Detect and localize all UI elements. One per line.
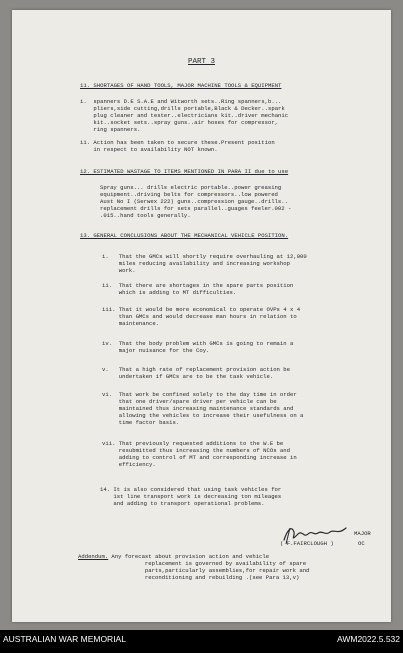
section-11-item-i: i. spanners D.E S.A.E and Witworth sets..Ring spanners,b... pliers,side cutting,drills portable,Black & Decker..spark plug cleaner and tester..electricians kit..driver mechanic kit..socket sets..spray guns..air hoses for compressor, ring spanners. (80, 98, 289, 134)
section-13-item-vi: vi. That work be confined solely to the day time in order that one driver/spare driver per vehicle can be maintained thus increasing maintenance standards and allowing the vehicles to increase their usefulness on a time factor basis. (102, 391, 304, 427)
section-14-body: 14. It is also considered that using task vehicles for 1st line transport work is decreasing ton mileages and adding to transport operational problems. (100, 486, 282, 508)
archive-footer (0, 630, 403, 653)
signature-name: ( F.FAIRCLOUGH ) (280, 540, 334, 547)
addendum-label: Addendum. (78, 553, 109, 560)
document-page (12, 10, 391, 622)
addendum-body: Any forecast about provision action and vehicle replacement is governed by availability of spare parts,particularly assemblies,for repair work and reconditioning and rebuilding .(see Para 13,v) (111, 553, 310, 582)
section-13-item-v: v. That a high rate of replacement provision action be undertaken if GMCs are to be the task vehicle. (102, 366, 290, 381)
footer-institution: AUSTRALIAN WAR MEMORIAL (3, 634, 126, 644)
section-11-item-ii: ii. Action has been taken to secure these.Present position in respect to availability NOT known. (80, 139, 275, 154)
section-13-item-ii: ii. That there are shortages in the spare parts position which is adding to MT difficulties. (102, 282, 294, 297)
section-13-heading: 13. GENERAL CONCLUSIONS ABOUT THE MECHANICAL VEHICLE POSITION. (80, 232, 289, 239)
section-11-heading: 11. SHORTAGES OF HAND TOOLS, MAJOR MACHINE TOOLS & EQUIPMENT (80, 82, 282, 89)
section-12-heading: 12. ESTIMATED WASTAGE TO ITEMS MENTIONED IN PARA II due to use (80, 168, 289, 175)
section-13-item-i: i. That the GMCs will shortly require overhauling at 12,000 miles reducing availability and increasing workshop work. (102, 253, 307, 275)
page-header: PART 3 (187, 58, 215, 66)
section-13-item-iii: iii. That it would be more economical to operate OVPs 4 x 4 than GMCs and would decrease man hours in relation to maintenance. (102, 306, 301, 328)
signature-unit: OC (358, 540, 365, 547)
footer-accession-number: AWM2022.5.532 (337, 634, 400, 644)
signature-rank: MAJOR (354, 530, 371, 537)
section-13-item-vii: vii. That previously requested additions to the W.E be resubmitted thus increasing the numbers of NCOs and adding to control of MT and corresponding increase in efficiency. (102, 440, 297, 469)
section-12-body: Spray guns... drills electric portable..power greasing equipment..driving belts for compressors..low powered Aust No I (Serwex 222) guns..compression gauge..drills.. replacement drills for sets parallel..guages feeler.002 - .015..hand tools generally. (100, 184, 292, 220)
section-13-item-iv: iv. That the body problem with GMCs is going to remain a major nuisance for the Coy. (102, 340, 294, 355)
